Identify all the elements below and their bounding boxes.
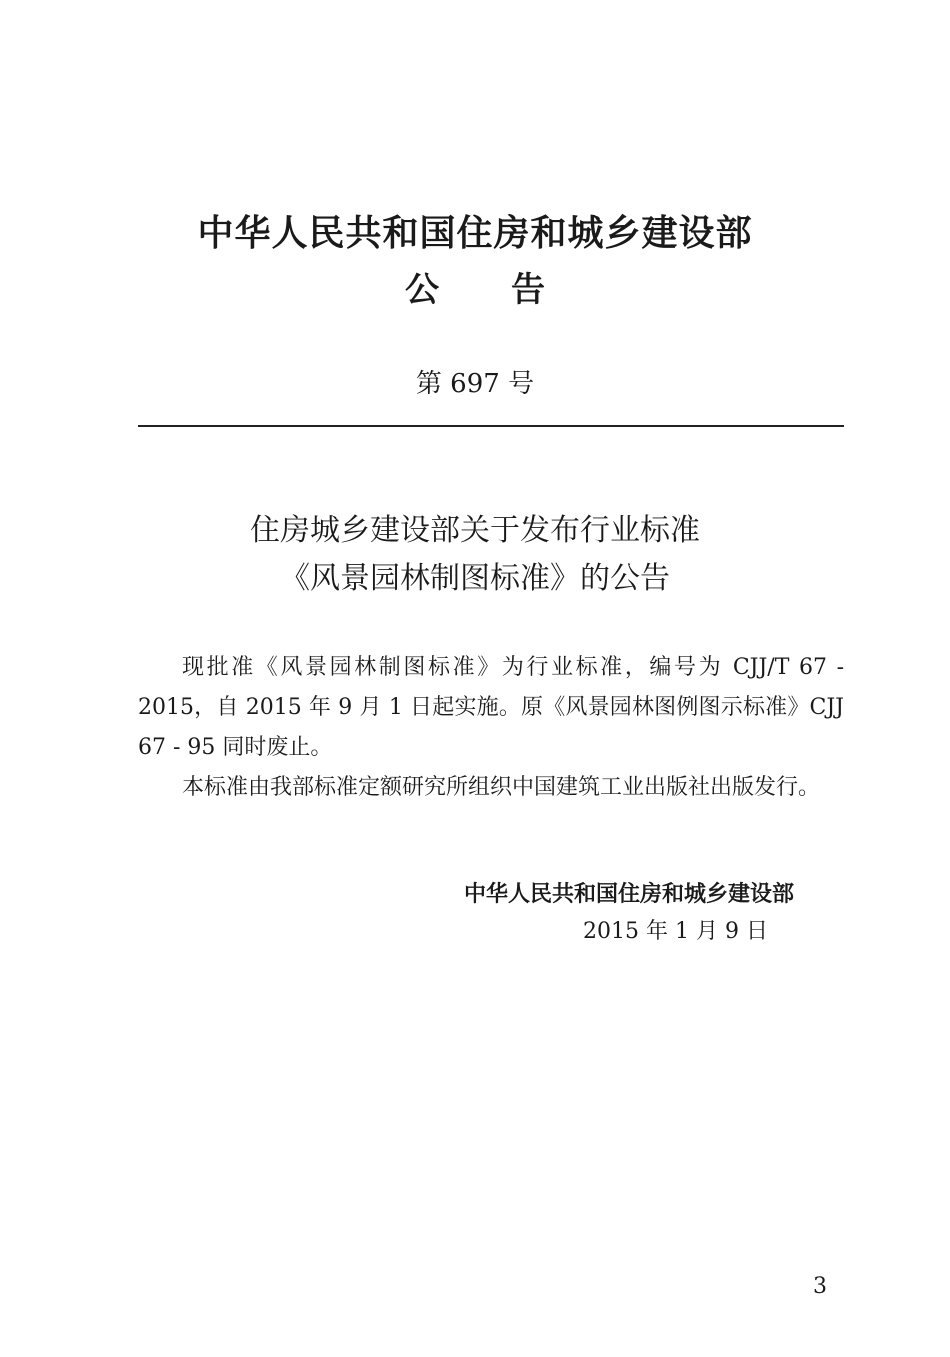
body-paragraph-2: 本标准由我部标准定额研究所组织中国建筑工业出版社出版发行。: [182, 775, 821, 800]
page-number: 3: [813, 1274, 827, 1299]
notice-number: 第 697 号: [415, 369, 535, 399]
issue-date: 2015 年 1 月 9 日: [583, 919, 768, 944]
issuer-signature: 中华人民共和国住房和城乡建设部: [463, 882, 794, 907]
body-paragraph-1: 现批准《风景园林制图标准》为行业标准，编号为 CJJ/T 67 - 2015，自 2015 年 9 月 1 日起实施。原《风景园林图例图示标准》CJJ 67 - 95 同时废止。: [138, 655, 844, 760]
horizontal-rule: [138, 425, 844, 427]
subject-line-2: 《风景园林制图标准》的公告: [280, 561, 670, 596]
ministry-title: 中华人民共和国住房和城乡建设部: [197, 213, 753, 254]
notice-body: [138, 648, 844, 808]
notice-title: 公告: [405, 270, 617, 310]
subject-line-1: 住房城乡建设部关于发布行业标准: [250, 513, 700, 548]
notice-subject: [0, 507, 950, 603]
